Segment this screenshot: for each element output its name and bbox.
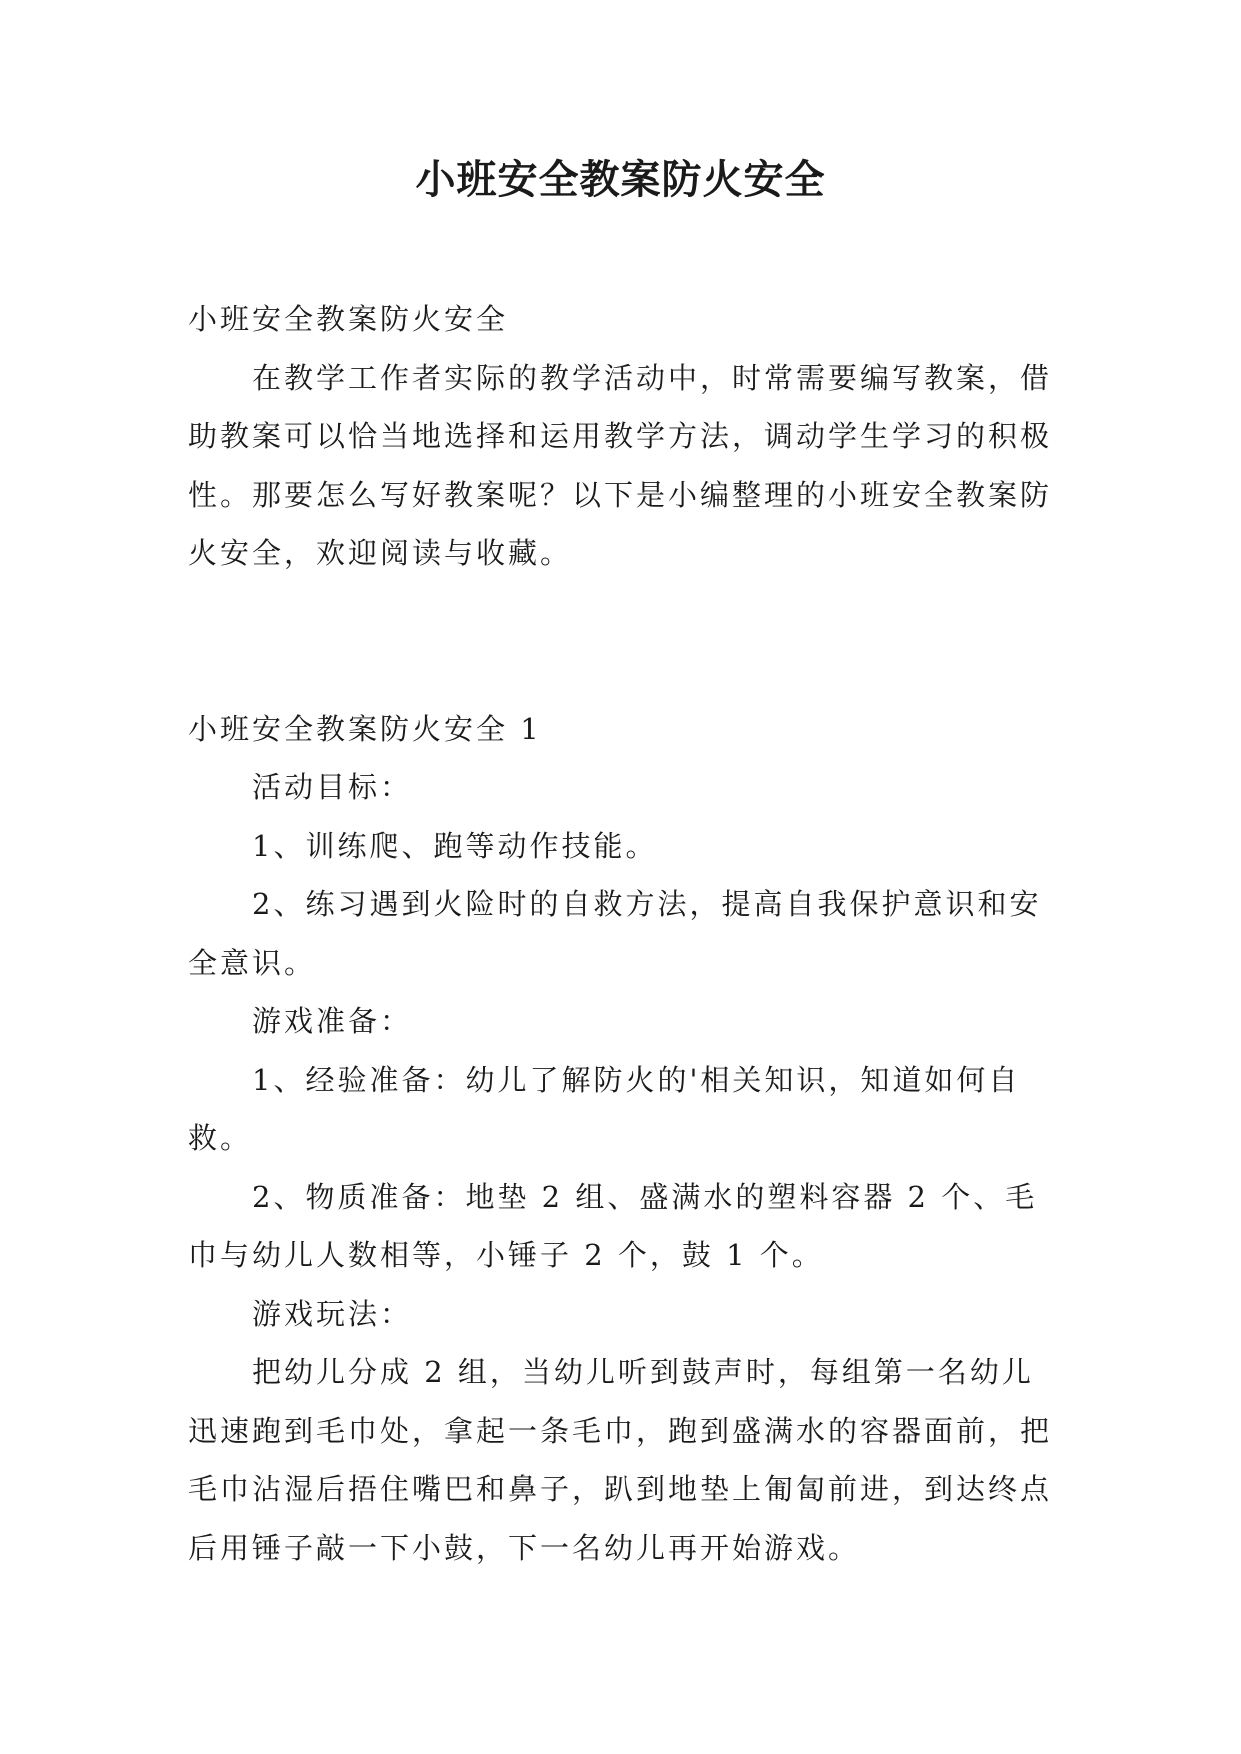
goal-item: 1、训练爬、跑等动作技能。 bbox=[252, 828, 658, 863]
subheading-activity-goals: 活动目标： bbox=[252, 770, 413, 804]
intro-paragraph: 在教学工作者实际的教学活动中，时常需要编写教案，借助教案可以恰当地选择和运用教学方法，调动学生学习的积极性。那要怎么写好教案呢？以下是小编整理的小班安全教案防火安全，欢迎阅读与收藏。 bbox=[188, 360, 1053, 570]
goal-item: 2、练习遇到火险时的自救方法，提高自我保护意识和安全意识。 bbox=[188, 887, 1042, 980]
section-heading: 小班安全教案防火安全 1 bbox=[188, 711, 542, 746]
preparation-item: 2、物质准备：地垫 2 组、盛满水的塑料容器 2 个、毛巾与幼儿人数相等，小锤子 2 个，鼓 1 个。 bbox=[188, 1179, 1038, 1272]
subheading-game-rules: 游戏玩法： bbox=[252, 1296, 413, 1331]
section-spacer bbox=[188, 583, 1058, 700]
section-heading: 小班安全教案防火安全 bbox=[188, 302, 509, 336]
rules-paragraph: 把幼儿分成 2 组，当幼儿听到鼓声时，每组第一名幼儿迅速跑到毛巾处，拿起一条毛巾，跑到盛满水的容器面前，把毛巾沾湿后捂住嘴巴和鼻子，趴到地垫上匍匐前进，到达终点后用锤子敲一下小鼓，下一名幼儿再开始游戏。 bbox=[188, 1355, 1053, 1565]
document-body bbox=[188, 290, 1058, 1577]
document-title: 小班安全教案防火安全 bbox=[415, 156, 826, 203]
subheading-game-preparation: 游戏准备： bbox=[252, 1004, 413, 1038]
preparation-item: 1、经验准备：幼儿了解防火的'相关知识，知道如何自救。 bbox=[188, 1062, 1021, 1155]
